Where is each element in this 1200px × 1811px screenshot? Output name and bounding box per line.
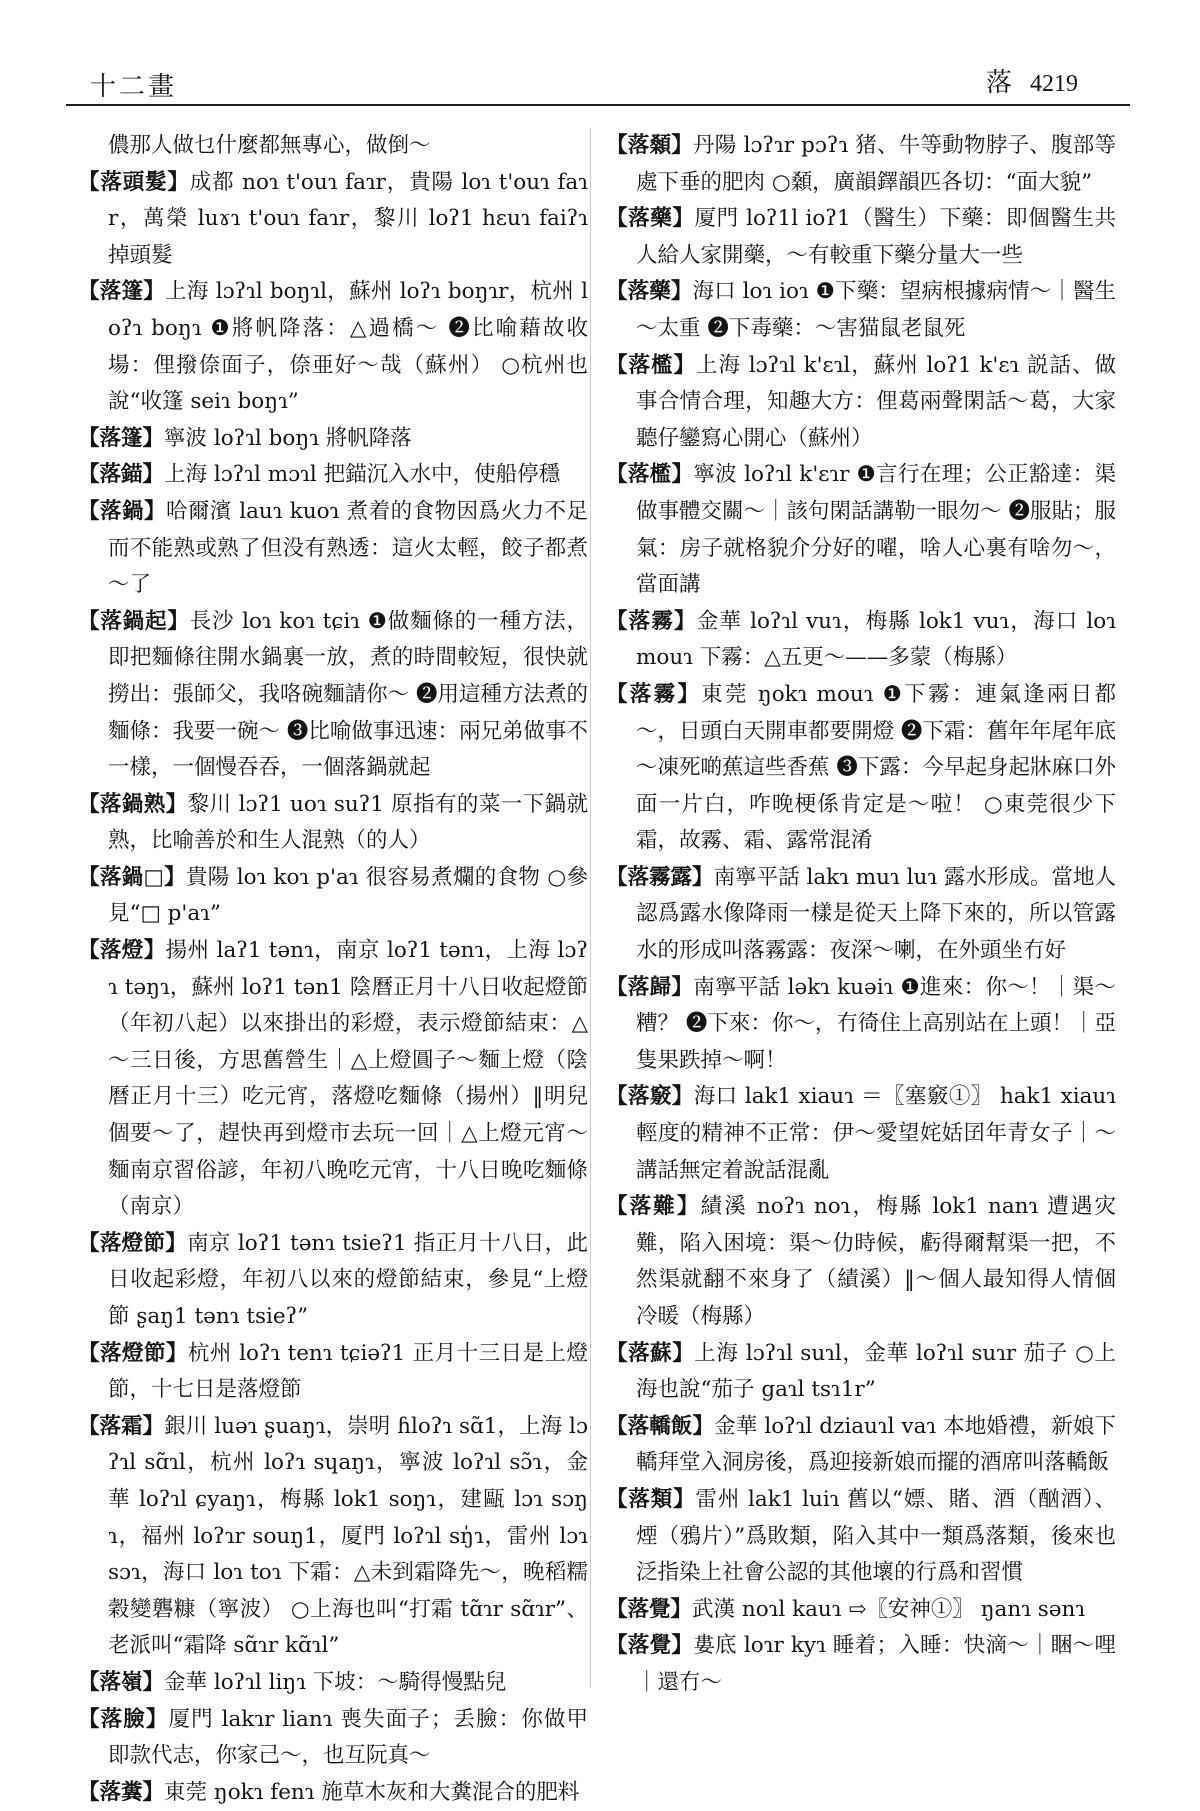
entry-headword: 【落燈節】 (78, 1230, 188, 1256)
entry-headword: 【落轎飯】 (606, 1413, 715, 1439)
entry-text: 成都 noɿ t'ouɿ faɿr，貴陽 loɿ t'ouɿ faɿr，萬榮 luɤɿ t'ouɿ faɿr，黎川 loʔ1 hɛuɿ faiʔɿ 掉頭髮 (108, 169, 588, 268)
entry-headword: 【落歸】 (606, 974, 694, 1000)
entry-text: 海口 loɿ ioɿ ❶下藥：望病根據病情～｜醫生～太重 ❷下毒藥：～害猫鼠老鼠死 (636, 279, 1116, 341)
section-label: 十二畫 (90, 72, 178, 102)
entry (78, 604, 588, 787)
entry-headword: 【落檻】 (606, 352, 696, 378)
entry-headword: 【落鍋起】 (78, 608, 190, 634)
entry-headword: 【落鍋熟】 (78, 791, 188, 817)
entry (78, 128, 588, 165)
entry-headword: 【落鍋□】 (78, 864, 186, 890)
entry-text: 貴陽 loɿ koɿ p'aɿ 很容易煮爛的食物 ○參見“□ p'aɿ” (108, 864, 588, 927)
head-character: 落 (985, 68, 1012, 98)
entry-headword: 【落顙】 (606, 133, 693, 158)
entry-headword: 【落覺】 (606, 1596, 693, 1622)
entry-headword: 【落篷】 (78, 425, 165, 451)
entry-text: 南京 loʔ1 tənɿ tsieʔ1 指正月十八日，此日收起彩燈，年初八以來的燈節結束，參見“上燈節 ʂaŋ1 tənɿ tsieʔ” (108, 1230, 588, 1329)
entry (606, 970, 1116, 1080)
entry-headword: 【落臉】 (78, 1706, 169, 1732)
entry (78, 274, 588, 420)
entry-text: 銀川 luəɿ ʂuaŋɿ，崇明 ɦloʔɿ sɑ̃1，上海 lɔʔɿl sɑ̃ɿl，杭州 loʔɿ sɥaŋɿ，寧波 loʔɿl sɔ̃ɿ，金華 loʔɿl ɕyaŋɿ，梅縣 lok1 soŋɿ，建甌 lɔɿ sɔŋɿ，福州 loʔɿr souŋ1，厦門 loʔɿl sŋ̍ɿ，雷州 lɔɿ sɔɿ，海口 loɿ toɿ 下霜：△未到霜降先～，晚稻糯穀變礱糠（寧波） ○上海也叫“打霜 tɑ̃ɿr sɑ̃ɿr”、老派叫“霜降 sɑ̃ɿr kɑ̃ɿl” (108, 1413, 588, 1659)
entry-text: 武漢 noɿl kauɿ ⇨〖安神①〗 ŋanɿ sənɿ (692, 1596, 1086, 1622)
entry-text: 金華 loʔɿl dziauɿl vaɿ 本地婚禮，新娘下轎拜堂入洞房後，爲迎接新娘而擺的酒席叫落轎飯 (636, 1413, 1116, 1476)
entry-headword: 【落檻】 (606, 462, 694, 488)
entry-text: 金華 loʔɿl vuɿ，梅縣 lok1 vuɿ，海口 loɿ mouɿ 下霧：△五更～——多蒙（梅縣） (636, 608, 1116, 671)
entry (606, 348, 1116, 458)
entry (78, 1775, 588, 1811)
entry-text: 雷州 lak1 luiɿ 舊以“嫖、賭、酒（酗酒）、煙（鴉片）”爲敗類，陷入其中一類爲落類，後來也泛指染上社會公認的其他壞的行爲和習慣 (636, 1486, 1116, 1586)
entry-headword: 【落竅】 (606, 1084, 694, 1110)
entry (78, 457, 588, 494)
entry-headword: 【落霧露】 (606, 864, 714, 890)
entry-headword: 【落嶺】 (78, 1669, 165, 1695)
entry (78, 1226, 588, 1336)
entry (606, 860, 1116, 970)
entry-text: 南寧平話 lakɿ muɿ luɿ 露水形成。當地人認爲露水像降雨一樣是從天上降下來的，所以管露水的形成叫落霧露：夜深～喇，在外頭坐冇好 (636, 864, 1116, 964)
entry (78, 165, 588, 275)
entry (78, 1665, 588, 1702)
entry-text: 東莞 ŋokɿ fenɿ 施草木灰和大糞混合的肥料 (164, 1779, 580, 1805)
entry-headword: 【落鍋】 (78, 498, 166, 524)
entry (78, 860, 588, 933)
entry-text: 上海 lɔʔɿl k'ɛɿl，蘇州 loʔ1 k'ɛɿ 説話、做事合情合理，知趣大方：俚葛兩聲閑話～葛，大家聽仔鑾寫心開心（蘇州） (636, 352, 1116, 451)
entry-headword: 【落糞】 (78, 1779, 165, 1805)
entry (606, 604, 1116, 677)
entry (78, 933, 588, 1226)
entry (78, 1409, 588, 1665)
entry (78, 494, 588, 604)
entry-text: 厦門 lakɿr lianɿ 喪失面子；丢臉：你做甲即款代志，你家己～，也互阮真～ (108, 1706, 588, 1769)
entry-text: 南寧平話 ləkɿ kuəiɿ ❶進來：你～！｜渠～糟？ ❷下來：你～，冇徛住上高别站在上頭！｜亞隻果跌掉～啊！ (636, 974, 1116, 1073)
entry-text: 丹陽 lɔʔɿr pɔʔɿ 猪、牛等動物脖子、腹部等處下垂的肥肉 ○顙，廣韻鐸韻匹各切：“面大貌” (636, 133, 1116, 195)
entry-headword: 【落難】 (606, 1194, 701, 1220)
entry-headword: 【落藥】 (606, 206, 695, 232)
entry (606, 1189, 1116, 1335)
page-number: 4219 (1030, 71, 1078, 97)
right-column (606, 128, 1116, 1708)
entry (606, 677, 1116, 860)
entry-text: 長沙 loɿ koɿ tɕiɿ ❶做麵條的一種方法，即把麵條往開水鍋裏一放，煮的時間較短，很快就撈出：張師父，我咯碗麵請你～ ❷用這種方法煮的麵條：我要一碗～ ❸比喻做事迅速：兩兄弟做事不一樣，一個慢吞吞，一個落鍋就起 (108, 608, 588, 781)
entry-text: 上海 lɔʔɿl mɔɿl 把錨沉入水中，使船停穩 (164, 462, 561, 488)
entry-text: 杭州 loʔɿ tenɿ tɕiəʔ1 正月十三日是上燈節，十七日是落燈節 (108, 1340, 588, 1403)
running-head (986, 62, 1078, 99)
entry (78, 1336, 588, 1409)
entry-headword: 【落霜】 (78, 1413, 165, 1439)
entry (606, 1628, 1116, 1701)
entry-text: 東莞 ŋokɿ mouɿ ❶下霧：連氣逢兩日都～，日頭白天開車都要開燈 ❷下霜：舊年年尾年底～凍死啲蕉這些香蕉 ❸下露：今早起身起牀麻口外面一片白，咋晚梗係肯定是～啦！ ○東莞很少下霜，故霧、霜、露常混淆 (636, 681, 1116, 854)
entry-text: 績溪 noʔɿ noɿ，梅縣 lok1 nanɿ 遭遇灾難，陷入困境：渠～仂時候，虧得爾幫渠一把，不然渠就翻不來身了（績溪）‖～個人最知得人情個冷暖（梅縣） (636, 1194, 1116, 1329)
entry (78, 1702, 588, 1775)
entry-headword: 【落藥】 (606, 279, 693, 305)
entry-text: 厦門 loʔ1l ioʔ1（醫生）下藥：即個醫生共人給人家開藥，～有較重下藥分量大一些 (636, 206, 1116, 268)
entry-headword: 【落類】 (606, 1486, 696, 1512)
entry (606, 457, 1116, 603)
entry (606, 201, 1116, 274)
left-column (78, 128, 588, 1805)
entry-text: 揚州 laʔ1 tənɿ，南京 loʔ1 tənɿ，上海 lɔʔɿ təŋɿ，蘇州 loʔ1 tən1 陰曆正月十八日收起燈節（年初八起）以來掛出的彩燈，表示燈節結束：△～三日後，方思舊營生｜△上燈圓子～麵上燈（陰曆正月十三）吃元宵，落燈吃麵條（揚州）‖明兒個要～了，趕快再到燈市去玩一回｜△上燈元宵～麵南京習俗諺，年初八晚吃元宵，十八日晚吃麵條（南京） (108, 938, 588, 1220)
entry-text: 寧波 loʔɿl k'ɛɿr ❶言行在理；公正豁達：渠做事體交關～｜該句閑話講勒一眼勿～ ❷服貼；服氣：房子就格貌介分好的嚁，啥人心裏有啥勿～，當面講 (636, 462, 1116, 598)
entry-text: 上海 lɔʔɿl boŋɿl，蘇州 loʔɿ boŋɿr，杭州 loʔɿ boŋɿ ❶將帆降落：△過橋～ ❷比喻藉故收場：俚撥倷面子，倷亜好～哉（蘇州） ○杭州也說“收篷 seiɿ boŋɿ” (108, 279, 588, 415)
entry-headword: 【落霧】 (606, 608, 697, 634)
entry-text: 寧波 loʔɿl boŋɿ 將帆降落 (164, 425, 412, 451)
entry-headword: 【落覺】 (606, 1633, 694, 1659)
entry-text: 黎川 lɔʔ1 uoɿ suʔ1 原指有的菜一下鍋就熟，比喻善於和生人混熟（的人） (108, 791, 588, 854)
entry (606, 1482, 1116, 1592)
entry-headword: 【落霧】 (606, 681, 702, 707)
entry-text: 婁底 loɿr kyɿ 睡着；入睡：快滴～｜睏～哩｜還冇～ (636, 1633, 1116, 1695)
page-header (66, 60, 1130, 106)
entry-headword: 【落燈】 (78, 938, 166, 964)
entry-headword: 【落燈節】 (78, 1340, 188, 1366)
column-divider (590, 128, 591, 1688)
entry (606, 1336, 1116, 1409)
entry-headword: 【落錨】 (78, 462, 165, 488)
entry (606, 1409, 1116, 1482)
entry-text: 海口 lak1 xiauɿ ＝〖塞竅①〗 hak1 xiauɿ 輕度的精神不正常：伊～愛望姹姡囝年青女子｜～講話無定着說話混亂 (636, 1084, 1116, 1183)
entry (606, 1079, 1116, 1189)
entry-headword: 【落頭髮】 (78, 169, 190, 195)
entry-headword: 【落篷】 (78, 279, 166, 305)
entry (78, 787, 588, 860)
entry-text: 哈爾濱 lauɿ kuoɿ 煮着的食物因爲火力不足而不能熟或熟了但没有熟透：這火太輕，餃子都煮～了 (108, 498, 588, 598)
entry (606, 128, 1116, 201)
entry (78, 421, 588, 458)
entry-text: 儂那人做乜什麼都無專心，做倒～ (108, 133, 431, 158)
entry (606, 1592, 1116, 1629)
entry-text: 金華 loʔɿl liŋɿ 下坡：～騎得慢點兒 (164, 1669, 507, 1695)
entry-text: 上海 lɔʔɿl suɿl，金華 loʔɿl suɿr 茄子 ○上海也說“茄子 gaɿl tsɿ1r” (636, 1340, 1116, 1403)
entry-headword: 【落蘇】 (606, 1340, 695, 1366)
entry (606, 274, 1116, 347)
